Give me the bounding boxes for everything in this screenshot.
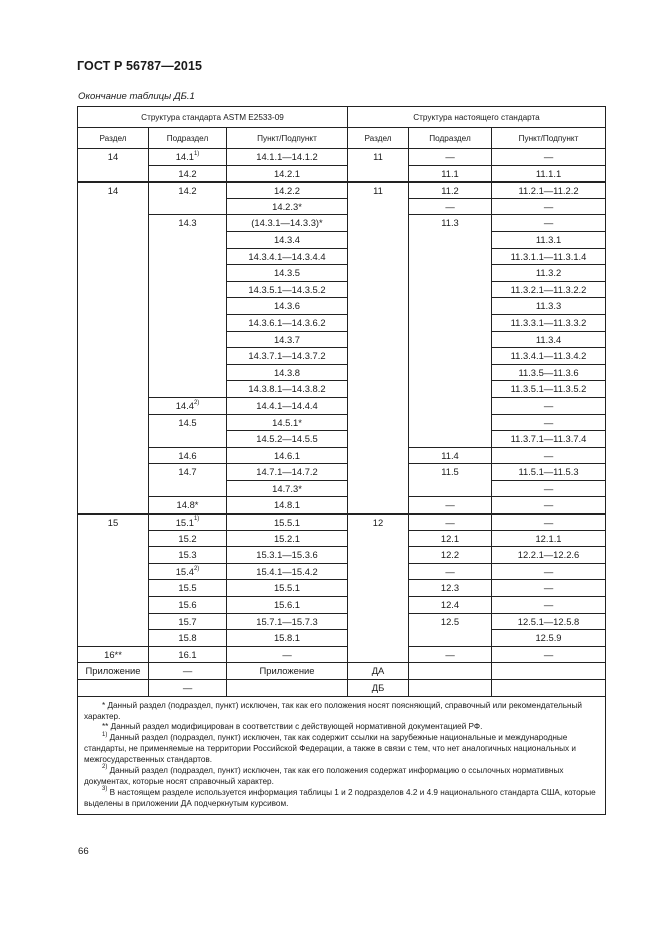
column-header: Раздел	[78, 128, 149, 149]
table-cell: 14.2	[149, 165, 227, 182]
table-cell: 16.1	[149, 646, 227, 663]
table-cell	[78, 464, 149, 481]
table-cell	[78, 563, 149, 580]
table-row	[78, 198, 606, 215]
table-cell: 16**	[78, 646, 149, 663]
table-cell: 11.5	[409, 464, 492, 481]
table-cell: 14.3.6.1—14.3.6.2	[227, 314, 348, 331]
table-cell: 12.4	[409, 597, 492, 614]
table-cell	[78, 547, 149, 564]
table-cell	[492, 680, 606, 697]
table-cell	[78, 480, 149, 497]
table-row	[78, 381, 606, 398]
table-cell: 14.5	[149, 414, 227, 431]
table-cell: 11.2	[409, 182, 492, 199]
table-cell	[149, 265, 227, 282]
table-cell: 12.5	[409, 613, 492, 630]
table-cell: 15.5.1	[227, 580, 348, 597]
table-cell: 12.1	[409, 530, 492, 547]
table-cell	[409, 630, 492, 647]
table-cell	[348, 497, 409, 514]
table-cell: 11.3.3	[492, 298, 606, 315]
document-title: ГОСТ Р 56787—2015	[77, 59, 203, 73]
table-cell	[149, 348, 227, 365]
table-cell: 15.2	[149, 530, 227, 547]
table-row	[78, 231, 606, 248]
table-cell: 11.3.3.1—11.3.3.2	[492, 314, 606, 331]
table-cell	[149, 431, 227, 448]
table-cell	[149, 480, 227, 497]
table-cell	[78, 613, 149, 630]
table-row	[78, 563, 606, 580]
footnote-mark: 2)	[193, 399, 200, 406]
table-row	[78, 414, 606, 431]
table-cell: ДБ	[348, 680, 409, 697]
table-row	[78, 547, 606, 564]
table-cell	[348, 630, 409, 647]
table-row	[78, 680, 606, 697]
table-cell: 15.4$^{2)}$	[149, 563, 227, 580]
table-cell: 11.2.1—11.2.2	[492, 182, 606, 199]
table-cell: 14.4.1—14.4.4	[227, 397, 348, 414]
table-cell	[409, 397, 492, 414]
table-cell: 15.5	[149, 580, 227, 597]
table-cell	[149, 381, 227, 398]
table-cell: 11.4	[409, 447, 492, 464]
table-cell: (14.3.1—14.3.3)*	[227, 215, 348, 232]
table-cell	[348, 464, 409, 481]
table-cell: 14.3.8	[227, 364, 348, 381]
table-cell	[78, 431, 149, 448]
table-cell	[348, 248, 409, 265]
table-row	[78, 447, 606, 464]
table-cell	[78, 381, 149, 398]
table-cell	[348, 364, 409, 381]
table-cell: 14.7.1—14.7.2	[227, 464, 348, 481]
footnotes	[78, 696, 606, 814]
table-cell: 14	[78, 182, 149, 199]
table-cell	[348, 348, 409, 365]
table-cell	[348, 381, 409, 398]
table-cell	[149, 298, 227, 315]
table-row	[78, 364, 606, 381]
table-cell: 15.3	[149, 547, 227, 564]
table-cell	[409, 431, 492, 448]
table-cell	[409, 364, 492, 381]
table-cell: 15.5.1	[227, 514, 348, 531]
table-cell	[348, 331, 409, 348]
table-cell	[227, 680, 348, 697]
table-cell	[78, 364, 149, 381]
table-cell	[149, 364, 227, 381]
table-cell: 15.7	[149, 613, 227, 630]
table-row	[78, 149, 606, 166]
footnote-mark: 3)	[102, 786, 108, 793]
table-cell: 14.7	[149, 464, 227, 481]
table-cell	[409, 348, 492, 365]
column-header: Пункт/Подпункт	[227, 128, 348, 149]
table-cell: —	[492, 198, 606, 215]
table-cell: 11.3.7.1—11.3.7.4	[492, 431, 606, 448]
table-cell	[149, 248, 227, 265]
table-row	[78, 514, 606, 531]
table-cell: —	[227, 646, 348, 663]
footnote: $^{2)}$ Данный раздел (подраздел, пункт) исключен, так как его положения содержат информацию о ссылочных нормативных документах, которые носят справочный характер.	[84, 764, 564, 786]
table-cell	[348, 580, 409, 597]
table-cell	[348, 530, 409, 547]
table-cell: —	[149, 680, 227, 697]
table-cell: ДА	[348, 663, 409, 680]
table-cell	[348, 231, 409, 248]
table-cell: —	[409, 149, 492, 166]
table-cell	[348, 298, 409, 315]
table-cell	[348, 597, 409, 614]
table-row	[78, 646, 606, 663]
table-cell: 15.2.1	[227, 530, 348, 547]
table-cell: 14.1.1—14.1.2	[227, 149, 348, 166]
table-cell	[348, 314, 409, 331]
correspondence-table	[77, 106, 606, 815]
table-row	[78, 464, 606, 481]
footnote: ** Данный раздел модифицирован в соответствии с действующей нормативной документацией РФ.	[102, 722, 483, 732]
table-cell: 14.3.4	[227, 231, 348, 248]
table-cell: —	[492, 480, 606, 497]
table-cell	[78, 348, 149, 365]
table-cell: 15.1$^{1)}$	[149, 514, 227, 531]
table-cell: 14.3.8.1—14.3.8.2	[227, 381, 348, 398]
table-cell: 14	[78, 149, 149, 166]
footnote-mark: 2)	[193, 565, 200, 572]
table-cell	[348, 480, 409, 497]
table-cell: —	[492, 447, 606, 464]
table-cell	[149, 281, 227, 298]
table-cell: 11.1	[409, 165, 492, 182]
table-row	[78, 348, 606, 365]
table-cell: —	[492, 497, 606, 514]
table-cell: 15.6.1	[227, 597, 348, 614]
table-row	[78, 331, 606, 348]
table-row	[78, 630, 606, 647]
table-cell	[348, 563, 409, 580]
column-header: Подраздел	[149, 128, 227, 149]
table-cell	[78, 281, 149, 298]
table-cell: 14.2.1	[227, 165, 348, 182]
table-cell: 11.1.1	[492, 165, 606, 182]
table-cell: Приложение	[78, 663, 149, 680]
table-cell: Приложение	[227, 663, 348, 680]
table-cell	[78, 265, 149, 282]
table-cell: 14.2.2	[227, 182, 348, 199]
table-cell: 14.5.2—14.5.5	[227, 431, 348, 448]
table-cell	[348, 215, 409, 232]
group-header-gost: Структура настоящего стандарта	[348, 107, 606, 128]
table-row	[78, 530, 606, 547]
table-cell	[409, 265, 492, 282]
table-row	[78, 397, 606, 414]
table-cell: —	[492, 597, 606, 614]
table-caption: Окончание таблицы ДБ.1	[78, 91, 195, 102]
table-cell: —	[409, 514, 492, 531]
table-cell: 11	[348, 149, 409, 166]
table-cell	[78, 215, 149, 232]
table-cell	[348, 547, 409, 564]
table-cell: —	[409, 563, 492, 580]
table-cell	[409, 480, 492, 497]
table-cell: 14.7.3*	[227, 480, 348, 497]
table-cell: 14.4$^{2)}$	[149, 397, 227, 414]
table-cell: —	[492, 563, 606, 580]
table-cell: 14.3.5.1—14.3.5.2	[227, 281, 348, 298]
table-cell	[78, 630, 149, 647]
table-row	[78, 431, 606, 448]
table-cell: 11.3.1	[492, 231, 606, 248]
table-row	[78, 182, 606, 199]
table-cell: —	[149, 663, 227, 680]
table-cell: 14.3.7.1—14.3.7.2	[227, 348, 348, 365]
table-cell: 14.3.6	[227, 298, 348, 315]
table-cell: 12.1.1	[492, 530, 606, 547]
column-header: Раздел	[348, 128, 409, 149]
table-row	[78, 480, 606, 497]
table-cell	[409, 414, 492, 431]
table-cell: —	[492, 149, 606, 166]
table-cell: 14.2.3*	[227, 198, 348, 215]
table-cell: —	[492, 646, 606, 663]
table-cell: 14.2	[149, 182, 227, 199]
table-cell: —	[409, 198, 492, 215]
table-cell	[149, 331, 227, 348]
table-cell	[78, 331, 149, 348]
table-row	[78, 165, 606, 182]
table-cell: 12	[348, 514, 409, 531]
table-cell	[78, 580, 149, 597]
table-cell	[78, 497, 149, 514]
table-cell	[409, 231, 492, 248]
table-cell	[78, 447, 149, 464]
table-cell: 11.5.1—11.5.3	[492, 464, 606, 481]
table-cell: —	[492, 514, 606, 531]
table-body	[78, 149, 606, 697]
table-cell: —	[492, 215, 606, 232]
table-cell	[348, 613, 409, 630]
table-cell: 12.3	[409, 580, 492, 597]
table-cell	[348, 414, 409, 431]
table-cell: —	[492, 397, 606, 414]
table-cell: 12.2	[409, 547, 492, 564]
table-cell: 15.3.1—15.3.6	[227, 547, 348, 564]
table-cell	[409, 314, 492, 331]
table-cell	[78, 198, 149, 215]
column-header: Пункт/Подпункт	[492, 128, 606, 149]
table-cell: 11.3.5—11.3.6	[492, 364, 606, 381]
table-cell: —	[409, 646, 492, 663]
table-cell	[409, 281, 492, 298]
table-cell	[149, 231, 227, 248]
table-row	[78, 298, 606, 315]
table-cell: 12.5.9	[492, 630, 606, 647]
table-cell: 11.3.1.1—11.3.1.4	[492, 248, 606, 265]
table-cell	[348, 397, 409, 414]
table-cell	[348, 431, 409, 448]
page-number: 66	[78, 846, 89, 857]
table-cell: 14.6	[149, 447, 227, 464]
table-cell: 11.3.4.1—11.3.4.2	[492, 348, 606, 365]
table-cell	[78, 165, 149, 182]
table-cell	[149, 198, 227, 215]
table-cell: 11.3.4	[492, 331, 606, 348]
table-cell: 14.3.7	[227, 331, 348, 348]
table-row	[78, 281, 606, 298]
table-cell: 14.3.4.1—14.3.4.4	[227, 248, 348, 265]
table-cell: 15.4.1—15.4.2	[227, 563, 348, 580]
table-cell: 15.7.1—15.7.3	[227, 613, 348, 630]
table-row	[78, 265, 606, 282]
table-cell: 14.3	[149, 215, 227, 232]
table-cell: —	[492, 414, 606, 431]
table-cell	[78, 397, 149, 414]
table-cell	[78, 314, 149, 331]
table-cell	[348, 198, 409, 215]
table-cell: 11.3.2.1—11.3.2.2	[492, 281, 606, 298]
table-cell: 12.5.1—12.5.8	[492, 613, 606, 630]
footnote-mark: 1)	[193, 150, 200, 157]
table-row	[78, 597, 606, 614]
table-cell: 15.6	[149, 597, 227, 614]
table-cell	[348, 447, 409, 464]
table-cell	[78, 298, 149, 315]
table-cell	[78, 414, 149, 431]
table-cell: —	[492, 580, 606, 597]
table-cell	[78, 680, 149, 697]
table-cell: 14.5.1*	[227, 414, 348, 431]
table-cell	[78, 248, 149, 265]
table-cell: 14.8.1	[227, 497, 348, 514]
footnote: $^{3)}$ В настоящем разделе используется информация таблицы 1 и 2 подразделов 4.2 и 4.9 национального стандарта США, которые выделены в приложении ДА подчеркнутым курсивом.	[84, 786, 596, 808]
footnote-mark: 1)	[193, 516, 200, 523]
column-header: Подраздел	[409, 128, 492, 149]
table-cell: 15.8	[149, 630, 227, 647]
table-cell	[348, 646, 409, 663]
footnote-mark: 1)	[102, 731, 108, 738]
table-row	[78, 613, 606, 630]
table-cell	[492, 663, 606, 680]
table-cell	[149, 314, 227, 331]
table-row	[78, 497, 606, 514]
table-cell: 11.3.2	[492, 265, 606, 282]
footnote: * Данный раздел (подраздел, пункт) исключен, так как его положения носят поясняющий, справочный или рекомендательный характер.	[84, 700, 582, 721]
table-cell	[348, 265, 409, 282]
table-cell: 14.8*	[149, 497, 227, 514]
table-row	[78, 314, 606, 331]
table-cell	[409, 298, 492, 315]
group-header-astm: Структура стандарта ASTM E2533-09	[78, 107, 348, 128]
table-cell: 15	[78, 514, 149, 531]
table-row	[78, 580, 606, 597]
table-cell	[409, 331, 492, 348]
table-cell: 14.1$^{1)}$	[149, 149, 227, 166]
table-cell: 11	[348, 182, 409, 199]
table-row	[78, 663, 606, 680]
table-cell: 15.8.1	[227, 630, 348, 647]
table-cell	[78, 597, 149, 614]
table-cell	[78, 530, 149, 547]
footnote: $^{1)}$ Данный раздел (подраздел, пункт) исключен, так как содержит ссылки на зарубежные национальные и международные стандарты, не применяемые на территории Российской Федерации, а также в связи с тем, что нет аналогичных национальных и межгосударственных стандартов.	[84, 731, 576, 765]
footnote-mark: 2)	[102, 764, 108, 771]
table-cell	[348, 281, 409, 298]
table-cell	[78, 231, 149, 248]
table-cell: 12.2.1—12.2.6	[492, 547, 606, 564]
table-row	[78, 215, 606, 232]
table-cell	[409, 248, 492, 265]
table-cell: 14.6.1	[227, 447, 348, 464]
table-cell	[409, 680, 492, 697]
table-cell: 11.3	[409, 215, 492, 232]
table-cell: 11.3.5.1—11.3.5.2	[492, 381, 606, 398]
table-cell	[409, 663, 492, 680]
table-row	[78, 248, 606, 265]
table-cell: —	[409, 497, 492, 514]
table-cell	[348, 165, 409, 182]
table-cell	[409, 381, 492, 398]
table-cell: 14.3.5	[227, 265, 348, 282]
